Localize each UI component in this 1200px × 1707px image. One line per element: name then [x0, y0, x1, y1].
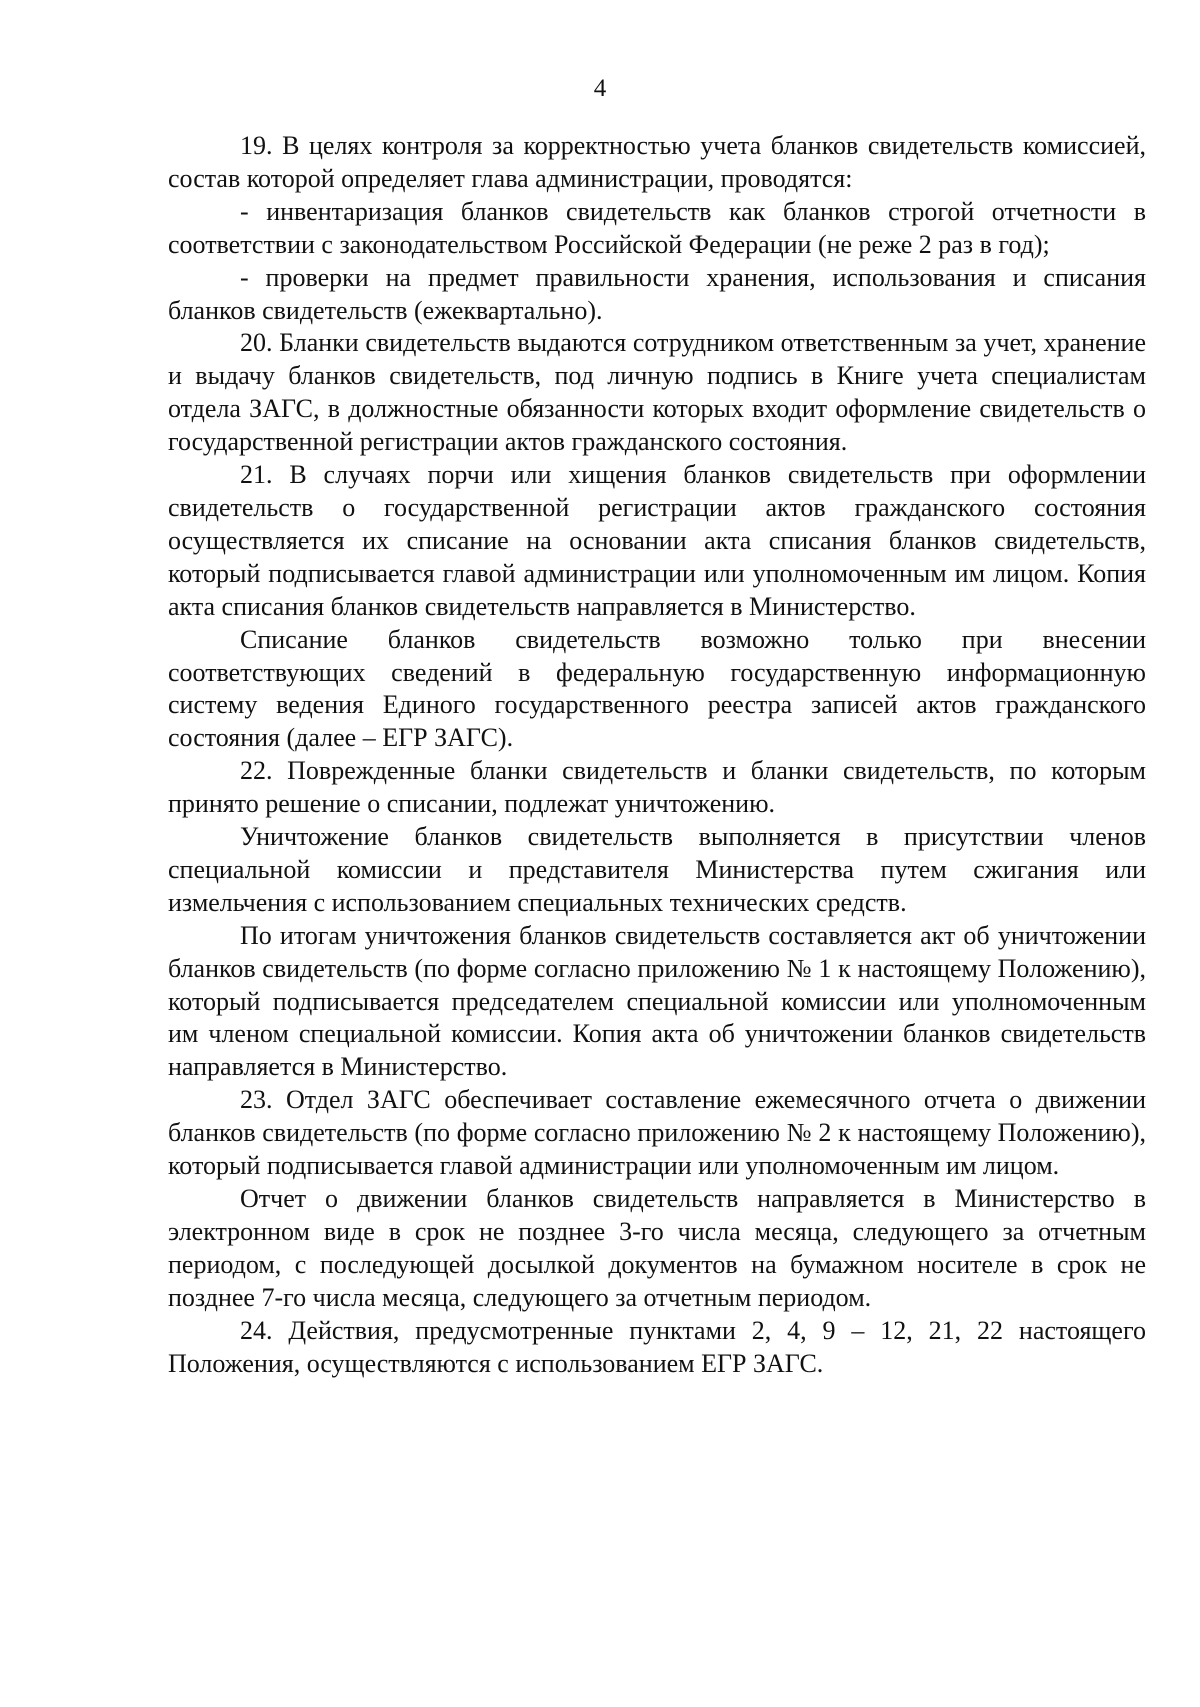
paragraph-22-act: По итогам уничтожения бланков свидетельств составляется акт об уничтожении бланков свидетельств (по форме согласно приложению № 1 к настоящему Положению), который подписывается председателем специальной комиссии или уполномоченным им членом специальной комиссии. Копия акта об уничтожении бланков свидетельств направляется в Министерство. [168, 920, 1146, 1082]
paragraph-24: 24. Действия, предусмотренные пунктами 2, 4, 9 – 12, 21, 22 настоящего Положения, осуществляются с использованием ЕГР ЗАГС. [168, 1315, 1146, 1378]
paragraph-21-write-off: Списание бланков свидетельств возможно только при внесении соответствующих сведений в федеральную государственную информационную систему ведения Единого государственного реестра записей актов гражданского состояния (далее – ЕГР ЗАГС). [168, 624, 1146, 753]
paragraph-19-checks: - проверки на предмет правильности хранения, использования и списания бланков свидетельств (ежеквартально). [168, 262, 1146, 325]
paragraph-19: 19. В целях контроля за корректностью учета бланков свидетельств комиссией, состав которой определяет глава администрации, проводятся: [168, 131, 1146, 193]
paragraph-23: 23. Отдел ЗАГС обеспечивает составление ежемесячного отчета о движении бланков свидетельств (по форме согласно приложению № 2 к настоящему Положению), который подписывается главой администрации или уполномоченным им лицом. [168, 1085, 1146, 1181]
paragraph-23-report: Отчет о движении бланков свидетельств направляется в Министерство в электронном виде в срок не позднее 3-го числа месяца, следующего за отчетным периодом, с последующей досылкой документов на бумажном носителе в срок не позднее 7-го числа месяца, следующего за отчетным периодом. [168, 1184, 1146, 1312]
paragraph-20: 20. Бланки свидетельств выдаются сотрудником ответственным за учет, хранение и выдачу бланков свидетельств, под личную подпись в Книге учета специалистам отдела ЗАГС, в должностные обязанности которых входит оформление свидетельств о государственной регистрации актов гражданского состояния. [168, 328, 1146, 457]
document-body [168, 130, 1146, 1380]
paragraph-22-destruction: Уничтожение бланков свидетельств выполняется в присутствии членов специальной комиссии и представителя Министерства путем сжигания или измельчения с использованием специальных технических средств. [168, 822, 1146, 917]
paragraph-22: 22. Поврежденные бланки свидетельств и бланки свидетельств, по которым принято решение о списании, подлежат уничтожению. [168, 756, 1146, 819]
paragraph-19-inventory: - инвентаризация бланков свидетельств как бланков строгой отчетности в соответствии с законодательством Российской Федерации (не реже 2 раз в год); [168, 196, 1146, 259]
paragraph-21: 21. В случаях порчи или хищения бланков свидетельств при оформлении свидетельств о государственной регистрации актов гражданского состояния осуществляется их списание на основании акта списания бланков свидетельств, который подписывается главой администрации или уполномоченным им лицом. Копия акта списания бланков свидетельств направляется в Министерство. [168, 460, 1146, 621]
page-number: 4 [593, 75, 607, 102]
